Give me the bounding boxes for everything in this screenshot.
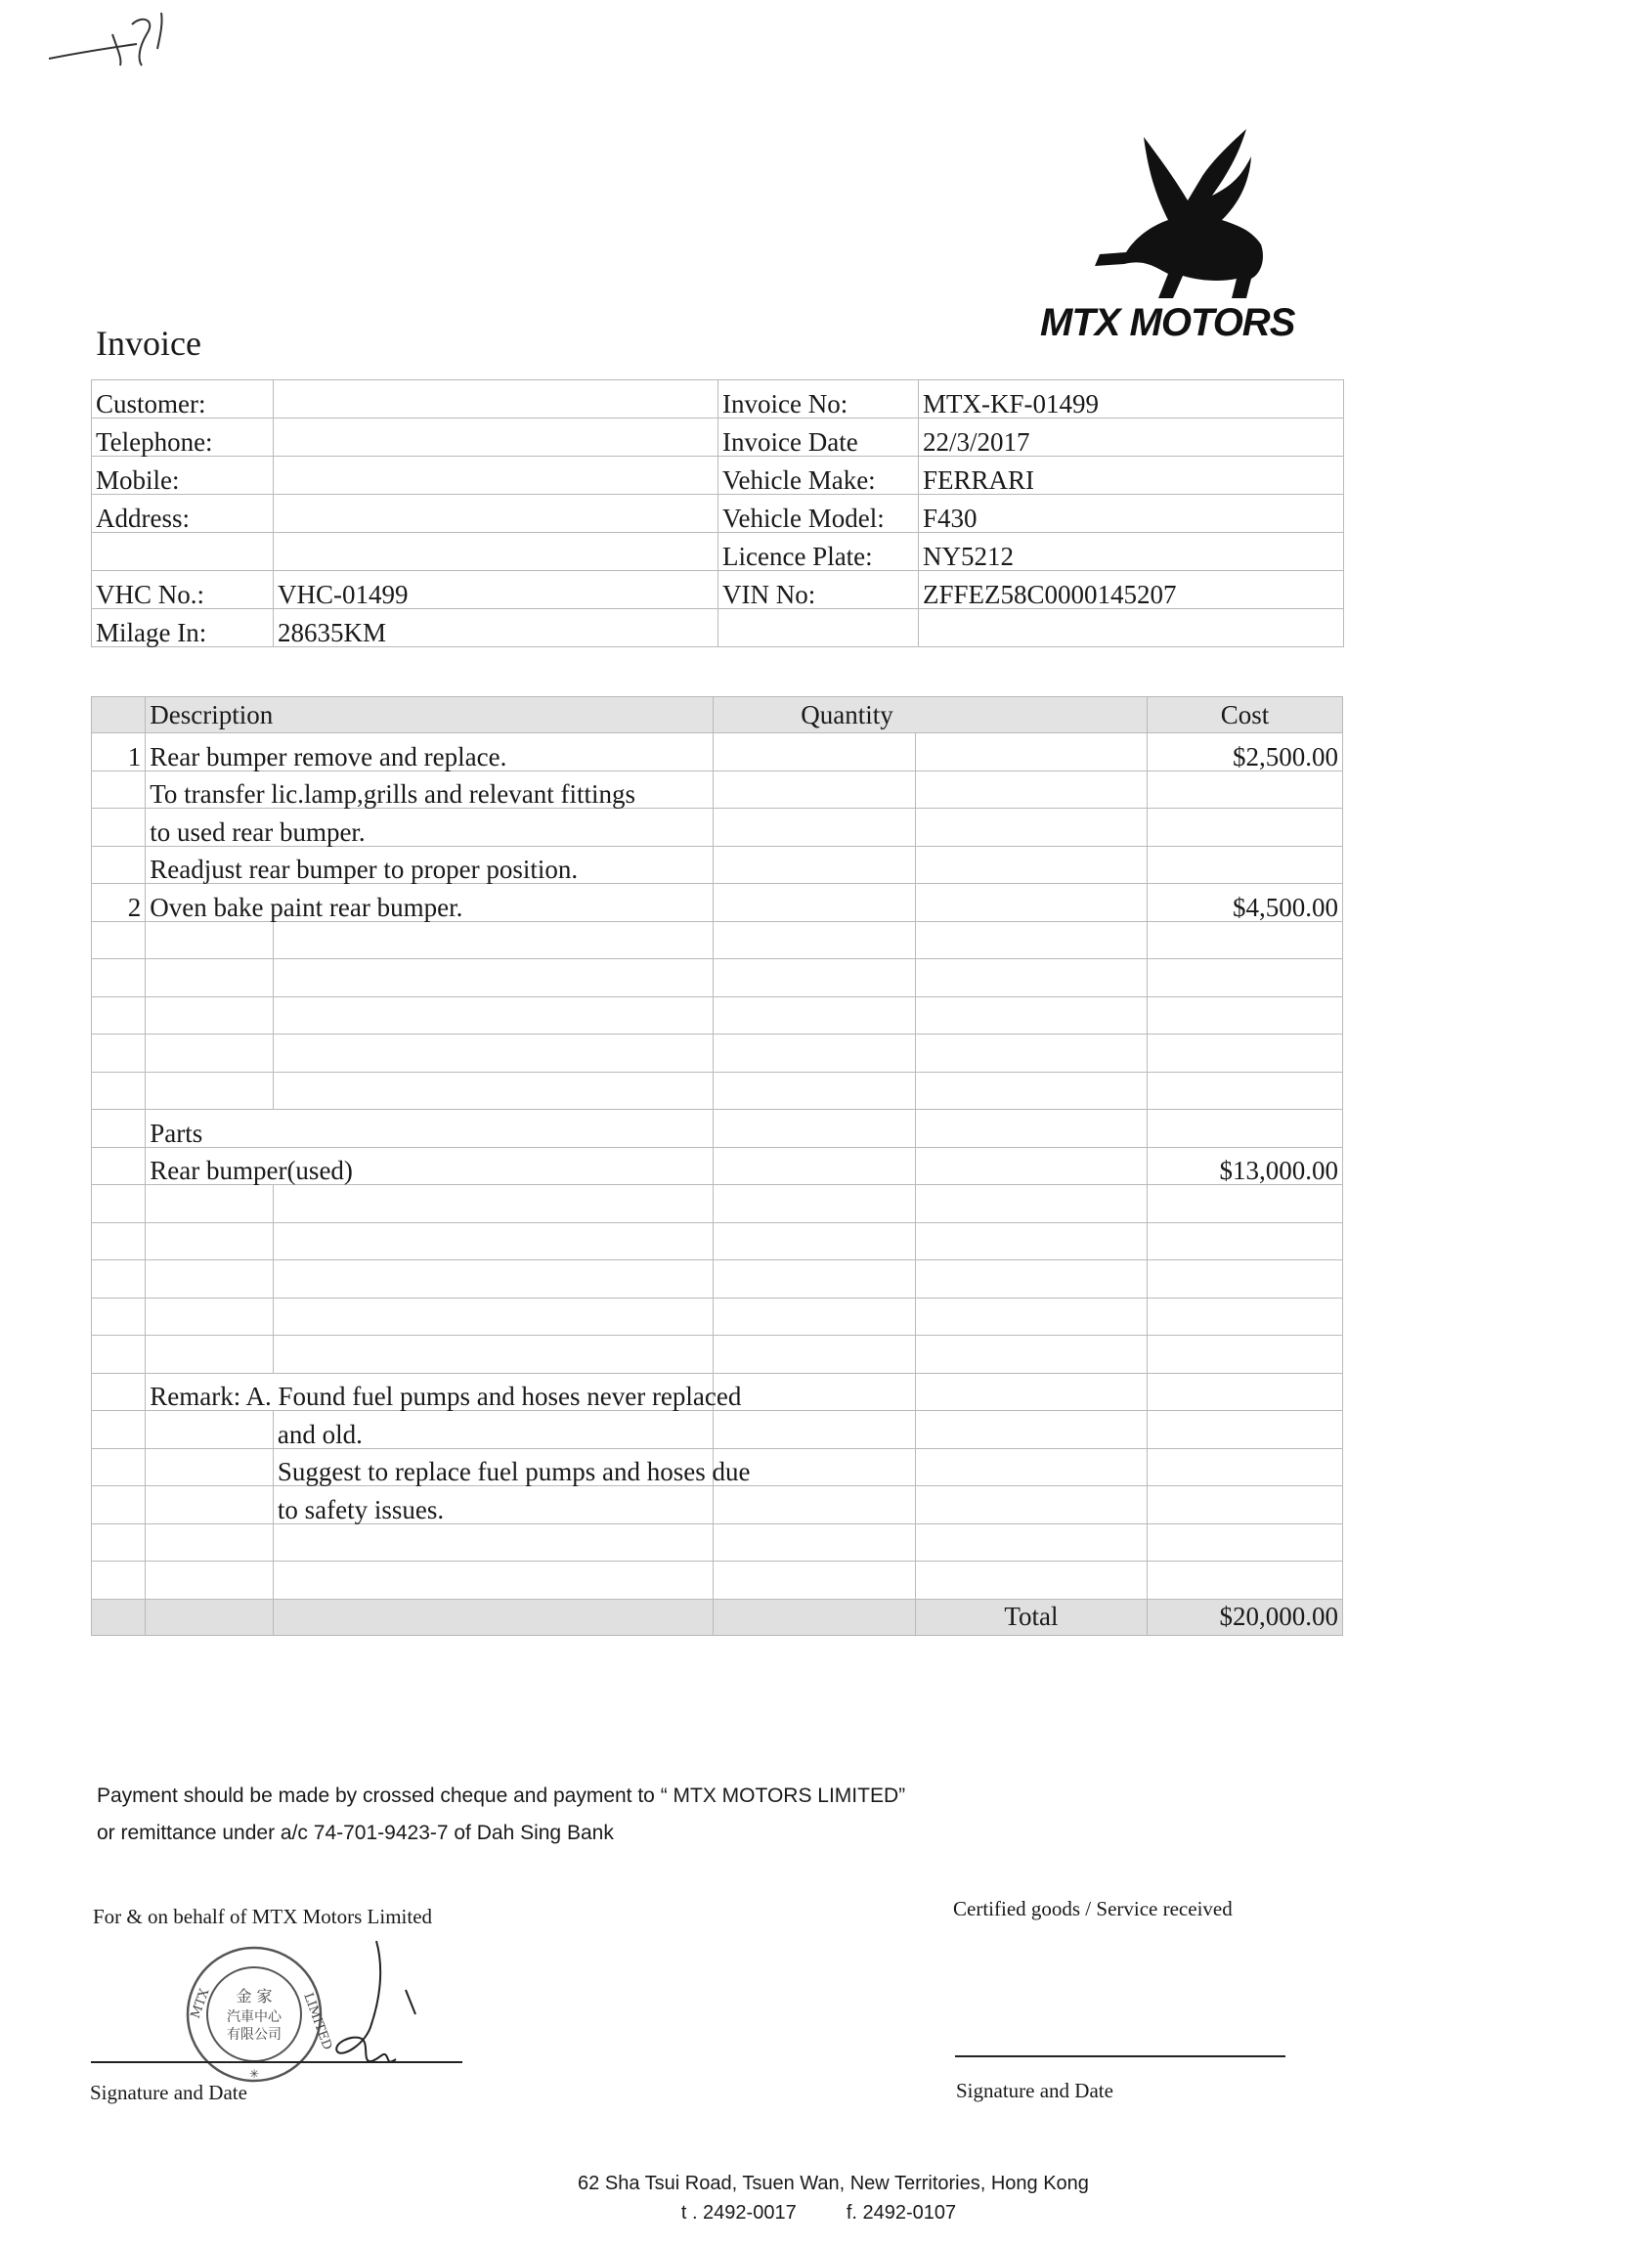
total-label: Total	[915, 1599, 1147, 1635]
remark-line	[146, 1373, 742, 1411]
item-cost: $2,500.00	[1148, 733, 1343, 771]
licence-plate-label: Licence Plate:	[718, 533, 919, 571]
company-signature-caption: Signature and Date	[90, 2081, 247, 2104]
item-cost: $4,500.00	[1148, 884, 1343, 922]
item-number: 1	[92, 733, 146, 771]
handwritten-mark	[44, 5, 171, 73]
svg-text:✳: ✳	[248, 2067, 260, 2081]
telephone-label: Telephone:	[92, 419, 274, 457]
brand-logo	[1017, 117, 1310, 352]
licence-plate-value: NY5212	[919, 533, 1344, 571]
invoice-no-value: MTX-KF-01499	[919, 380, 1344, 419]
vhc-no-label: VHC No.:	[92, 571, 274, 609]
vehicle-make-label: Vehicle Make:	[718, 457, 919, 495]
customer-signature-caption: Signature and Date	[956, 2079, 1113, 2102]
remark-label: Remark:	[150, 1382, 241, 1411]
cost-header: Cost	[1148, 697, 1343, 733]
empty-cell	[915, 809, 1147, 847]
item-number	[92, 809, 146, 847]
mobile-label: Mobile:	[92, 457, 274, 495]
svg-text:汽車中心: 汽車中心	[227, 2009, 282, 2025]
table-row	[92, 846, 1343, 884]
table-row	[92, 1260, 1343, 1299]
invoice-no-label: Invoice No:	[718, 380, 919, 419]
item-quantity	[713, 809, 915, 847]
customer-label: Customer:	[92, 380, 274, 419]
item-cost	[1148, 771, 1343, 809]
remark-text: and old.	[273, 1411, 713, 1449]
milage-in-value: 28635KM	[274, 609, 718, 647]
item-quantity	[713, 846, 915, 884]
empty-cell	[915, 733, 1147, 771]
winged-bull-logo-icon	[1065, 117, 1320, 313]
address-value	[274, 495, 718, 533]
footer-address: 62 Sha Tsui Road, Tsuen Wan, New Territories, Hong Kong	[578, 2173, 1089, 2194]
total-value: $20,000.00	[1148, 1599, 1343, 1635]
invoice-header-table	[91, 379, 1344, 647]
handwritten-signature	[323, 1936, 440, 2073]
table-row	[92, 1523, 1343, 1562]
milage-in-label: Milage In:	[92, 609, 274, 647]
company-seal-icon	[181, 1941, 335, 2088]
table-row	[92, 1336, 1343, 1374]
company-signature-line	[91, 2061, 462, 2063]
vhc-no-value: VHC-01499	[274, 571, 718, 609]
line-items-table	[91, 696, 1343, 1636]
svg-text:有限公司: 有限公司	[227, 2027, 282, 2043]
vin-no-value: ZFFEZ58C0000145207	[919, 571, 1344, 609]
table-row	[92, 1486, 1343, 1524]
invoice-date-value: 22/3/2017	[919, 419, 1344, 457]
item-description: Oven bake paint rear bumper.	[146, 884, 714, 922]
empty-cell	[919, 609, 1344, 647]
address-extra-label	[92, 533, 274, 571]
address-extra-value	[274, 533, 718, 571]
vehicle-make-value: FERRARI	[919, 457, 1344, 495]
item-quantity	[713, 884, 915, 922]
item-description: To transfer lic.lamp,grills and relevant fittings	[146, 771, 714, 809]
item-number	[92, 846, 146, 884]
payment-instructions	[97, 1778, 905, 1852]
vehicle-model-label: Vehicle Model:	[718, 495, 919, 533]
company-signature-label: For & on behalf of MTX Motors Limited	[93, 1905, 433, 1928]
item-cost	[1148, 846, 1343, 884]
table-row	[92, 1411, 1343, 1449]
parts-heading: Parts	[146, 1110, 714, 1148]
footer-fax: f. 2492-0107	[846, 2202, 957, 2224]
svg-text:金 家: 金 家	[236, 1987, 273, 2005]
table-row	[92, 1035, 1343, 1073]
item-quantity	[713, 733, 915, 771]
description-header: Description	[146, 697, 714, 733]
item-quantity	[713, 771, 915, 809]
table-row	[92, 1298, 1343, 1336]
brand-name: MTX MOTORS	[1040, 301, 1295, 344]
invoice-date-label: Invoice Date	[718, 419, 919, 457]
vin-no-label: VIN No:	[718, 571, 919, 609]
no-header	[92, 697, 146, 733]
item-description: Rear bumper remove and replace.	[146, 733, 714, 771]
remark-text: to safety issues.	[273, 1486, 713, 1524]
item-cost	[1148, 809, 1343, 847]
remark-text: A. Found fuel pumps and hoses never replaced	[245, 1382, 742, 1411]
table-row	[92, 1072, 1343, 1110]
table-row	[92, 1222, 1343, 1260]
table-row	[92, 884, 1343, 922]
item-description: to used rear bumper.	[146, 809, 714, 847]
mobile-value	[274, 457, 718, 495]
part-cost: $13,000.00	[1148, 1147, 1343, 1185]
empty-cell	[718, 609, 919, 647]
table-row	[92, 771, 1343, 809]
table-row	[92, 733, 1343, 771]
svg-text:LIMITED: LIMITED	[300, 1991, 335, 2052]
empty-cell	[915, 771, 1147, 809]
address-label: Address:	[92, 495, 274, 533]
remark-text: Suggest to replace fuel pumps and hoses due	[273, 1448, 713, 1486]
total-row	[92, 1599, 1343, 1635]
payment-line-1: Payment should be made by crossed cheque and payment to “ MTX MOTORS LIMITED”	[97, 1784, 906, 1807]
customer-signature-label: Certified goods / Service received	[953, 1897, 1233, 1920]
table-row	[92, 959, 1343, 997]
table-row	[92, 1147, 1343, 1185]
item-number	[92, 771, 146, 809]
empty-cell	[915, 846, 1147, 884]
footer-contact	[0, 2202, 1637, 2225]
table-row	[92, 1562, 1343, 1600]
table-row	[92, 996, 1343, 1035]
table-row	[92, 1373, 1343, 1411]
customer-signature-line	[955, 2055, 1285, 2057]
customer-value	[274, 380, 718, 419]
item-description: Readjust rear bumper to proper position.	[146, 846, 714, 884]
table-row	[92, 921, 1343, 959]
empty-cell	[915, 884, 1147, 922]
footer-phone: t . 2492-0017	[680, 2202, 797, 2224]
svg-text:MTX: MTX	[188, 1986, 213, 2021]
item-number: 2	[92, 884, 146, 922]
part-description: Rear bumper(used)	[146, 1147, 714, 1185]
table-row	[92, 809, 1343, 847]
telephone-value	[274, 419, 718, 457]
table-row	[92, 1185, 1343, 1223]
quantity-header: Quantity	[713, 697, 1147, 733]
vehicle-model-value: F430	[919, 495, 1344, 533]
document-title: Invoice	[96, 324, 201, 363]
table-row	[92, 1448, 1343, 1486]
table-row	[92, 1110, 1343, 1148]
payment-line-2: or remittance under a/c 74-701-9423-7 of Dah Sing Bank	[97, 1822, 614, 1844]
